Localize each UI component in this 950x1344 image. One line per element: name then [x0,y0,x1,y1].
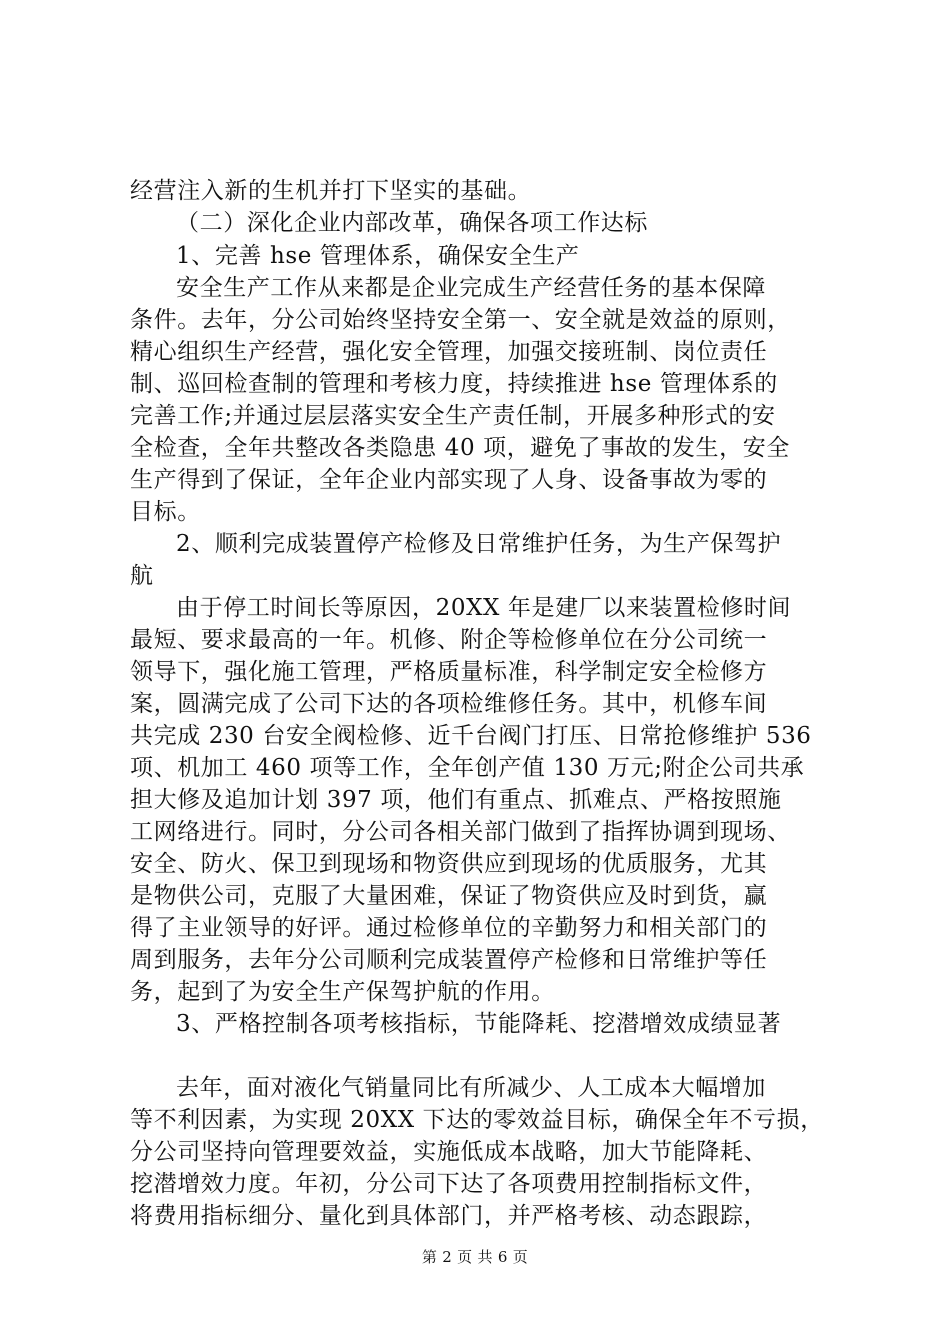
text-line: 共完成 230 台安全阀检修、近千台阀门打压、日常抢修维护 536 [130,723,812,749]
text-line: 生产得到了保证，全年企业内部实现了人身、设备事故为零的 [130,467,768,493]
text-line: 完善工作;并通过层层落实安全生产责任制，开展多种形式的安 [130,403,776,429]
text-line: 去年，面对液化气销量同比有所减少、人工成本大幅增加 [176,1075,766,1101]
text-line: 等不利因素，为实现 20XX 下达的零效益目标，确保全年不亏损， [130,1107,824,1133]
text-line: 工网络进行。同时，分公司各相关部门做到了指挥协调到现场、 [130,819,791,845]
text-line: 精心组织生产经营，强化安全管理，加强交接班制、岗位责任 [130,339,768,365]
text-line: 将费用指标细分、量化到具体部门，并严格考核、动态跟踪， [130,1203,768,1229]
section-heading: （二）深化企业内部改革，确保各项工作达标 [176,210,648,236]
text-line: 由于停工时间长等原因，20XX 年是建厂以来装置检修时间 [176,595,792,621]
text-line: 领导下，强化施工管理，严格质量标准，科学制定安全检修方 [130,659,768,685]
subsection-heading: 2、顺利完成装置停产检修及日常维护任务，为生产保驾护 [176,531,782,557]
text-line: 得了主业领导的好评。通过检修单位的辛勤努力和相关部门的 [130,915,768,941]
text-line: 项、机加工 460 项等工作，全年创产值 130 万元;附企公司共承 [130,755,805,781]
text-line: 制、巡回检查制的管理和考核力度，持续推进 hse 管理体系的 [130,371,778,397]
text-line: 安全、防火、保卫到现场和物资供应到现场的优质服务，尤其 [130,851,768,877]
subsection-heading: 3、严格控制各项考核指标，节能降耗、挖潜增效成绩显著 [176,1011,782,1037]
text-line: 航 [130,563,154,589]
text-line: 周到服务，去年分公司顺利完成装置停产检修和日常维护等任 [130,947,768,973]
text-line: 经营注入新的生机并打下坚实的基础。 [130,178,532,204]
text-line: 安全生产工作从来都是企业完成生产经营任务的基本保障 [176,275,766,301]
text-line: 是物供公司，克服了大量困难，保证了物资供应及时到货，赢 [130,883,768,909]
text-line: 担大修及追加计划 397 项，他们有重点、抓难点、严格按照施 [130,787,782,813]
text-line: 最短、要求最高的一年。机修、附企等检修单位在分公司统一 [130,627,768,653]
text-line: 全检查，全年共整改各类隐患 40 项，避免了事故的发生，安全 [130,435,790,461]
text-line: 分公司坚持向管理要效益，实施低成本战略，加大节能降耗、 [130,1139,768,1165]
text-line: 条件。去年，分公司始终坚持安全第一、安全就是效益的原则， [130,307,791,333]
text-line: 务，起到了为安全生产保驾护航的作用。 [130,979,555,1005]
page-footer: 第 2 页 共 6 页 [421,1248,529,1266]
subsection-heading: 1、完善 hse 管理体系，确保安全生产 [176,243,580,269]
text-line: 挖潜增效力度。年初，分公司下达了各项费用控制指标文件， [130,1171,768,1197]
text-line: 案，圆满完成了公司下达的各项检维修任务。其中，机修车间 [130,691,768,717]
text-line: 目标。 [130,499,201,525]
